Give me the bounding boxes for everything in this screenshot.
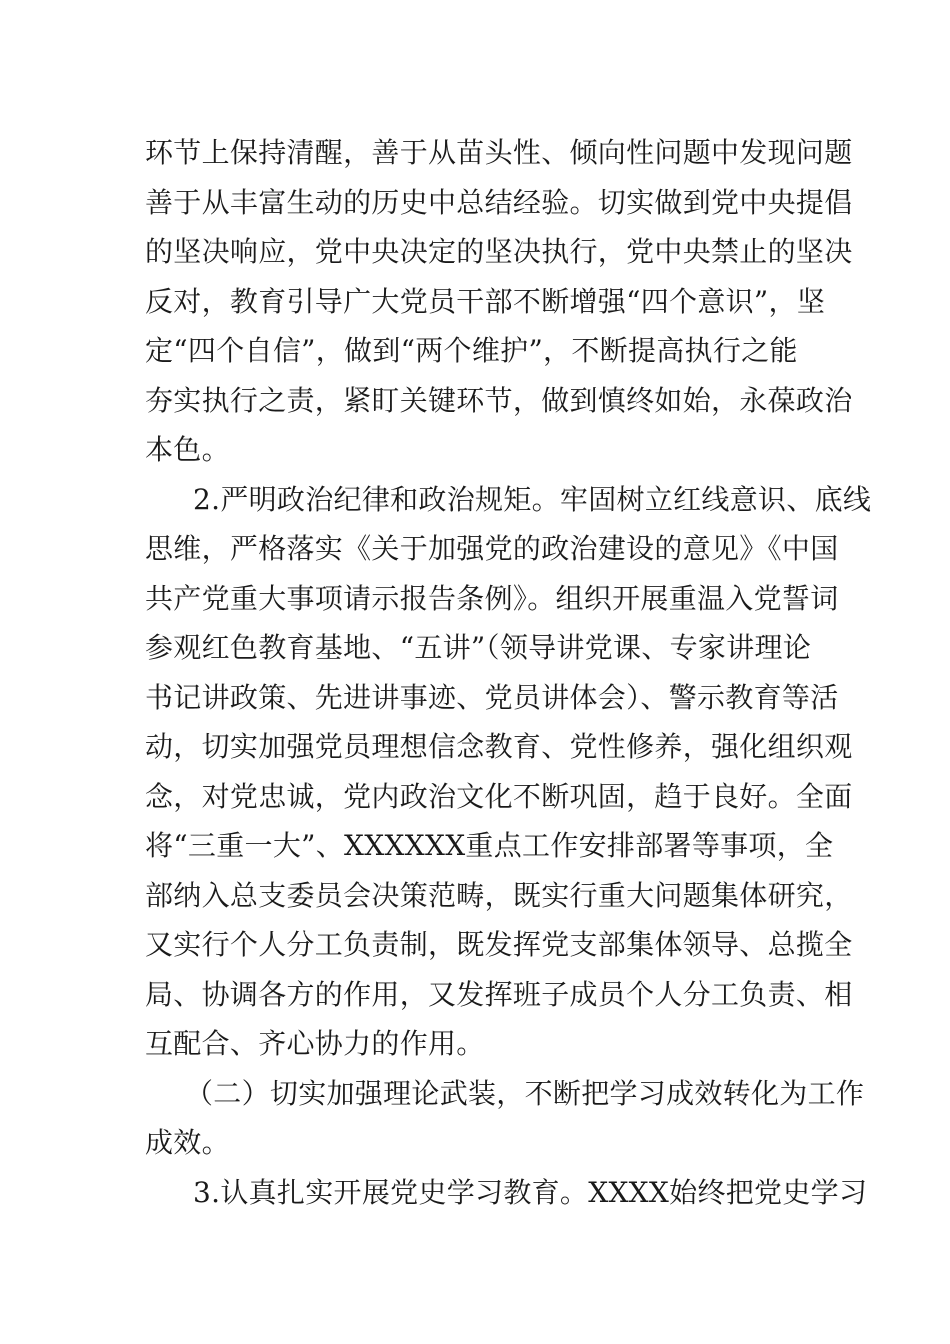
text-line-14: 念，对党忠诚，党内政治文化不断巩固，趋于良好。全面 (145, 779, 853, 813)
paragraph-3-heading-line: 3.认真扎实开展党史学习教育。XXXX始终把党史学习 (193, 1175, 868, 1209)
text-line-11: 参观红色教育基地、“五讲”（领导讲党课、专家讲理论 (145, 631, 812, 664)
text-line-17: 又实行个人分工负责制，既发挥党支部集体领导、总揽全 (145, 928, 853, 961)
text-line-6: 夯实执行之责，紧盯关键环节，做到慎终如始，永葆政治 (145, 383, 853, 417)
text-line-15: 将“三重一大”、XXXXXX重点工作安排部署等事项，全 (145, 829, 834, 862)
text-line-18: 局、协调各方的作用，又发挥班子成员个人分工负责、相 (145, 977, 853, 1011)
text-line-19: 互配合、齐心协力的作用。 (145, 1027, 485, 1060)
text-line-2: 善于从丰富生动的历史中总结经验。切实做到党中央提倡 (145, 185, 853, 219)
text-line-12: 书记讲政策、先进讲事迹、党员讲体会）、警示教育等活 (145, 680, 839, 714)
body-text (145, 128, 872, 1217)
text-line-7: 本色。 (145, 433, 230, 466)
text-line-21: 成效。 (145, 1126, 230, 1159)
text-line-9: 思维，严格落实《关于加强党的政治建设的意见》《中国 (145, 532, 839, 565)
text-line-3: 的坚决响应，党中央决定的坚决执行，党中央禁止的坚决 (145, 235, 853, 268)
paragraph-2-heading-line: 2.严明政治纪律和政治规矩。牢固树立红线意识、底线 (193, 482, 872, 516)
text-line-1: 环节上保持清醒，善于从苗头性、倾向性问题中发现问题 (145, 136, 853, 169)
text-line-5: 定“四个自信”，做到“两个维护”，不断提高执行之能 (145, 334, 798, 367)
text-line-4: 反对，教育引导广大党员干部不断增强“四个意识”，坚 (145, 284, 826, 318)
section-heading-line: （二）切实加强理论武装，不断把学习成效转化为工作 (185, 1076, 865, 1110)
text-line-10: 共产党重大事项请示报告条例》。组织开展重温入党誓词 (145, 581, 839, 615)
text-line-13: 动，切实加强党员理想信念教育、党性修养，强化组织观 (145, 730, 853, 763)
text-line-16: 部纳入总支委员会决策范畴，既实行重大问题集体研究， (145, 878, 853, 912)
